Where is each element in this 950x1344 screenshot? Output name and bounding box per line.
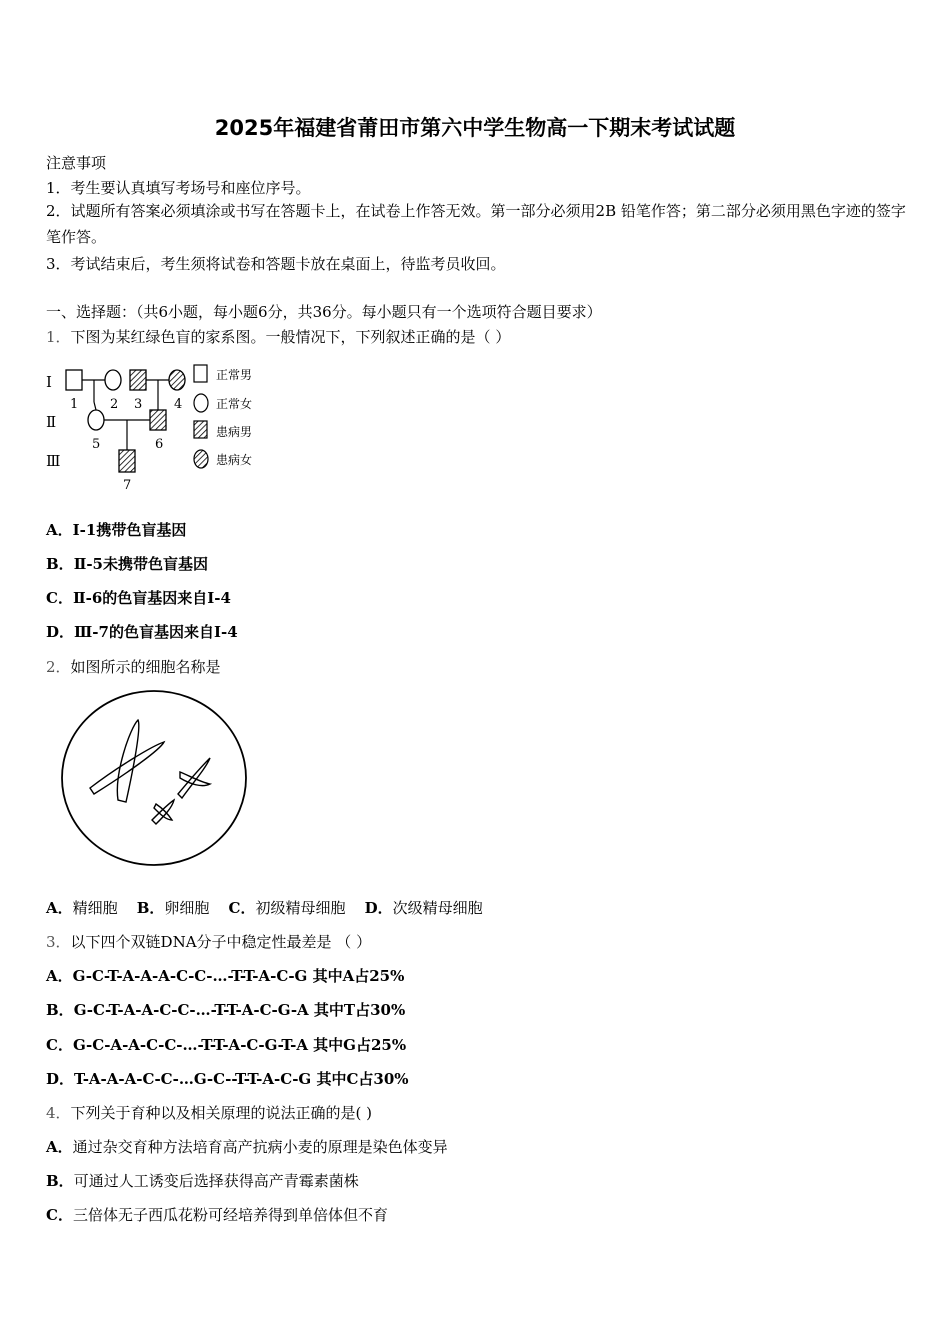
option-d: D．Ⅲ-7的色盲基因来自Ⅰ-4: [46, 623, 238, 641]
individual-id: 6: [155, 437, 164, 452]
legend-label: 正常男: [216, 368, 253, 382]
individual-normal-female: [88, 410, 104, 430]
question-number: 3．: [46, 933, 71, 951]
option-b: B．可通过人工诱变后选择获得高产青霉素菌株: [46, 1172, 359, 1190]
question-number: 4．: [46, 1104, 71, 1122]
legend-symbol: [194, 421, 207, 438]
generation-label: Ⅰ: [46, 373, 52, 391]
individual-id: 4: [174, 397, 183, 412]
legend-symbol: [194, 365, 207, 382]
cell-membrane: [62, 691, 246, 865]
individual-id: 7: [123, 478, 132, 493]
chromosomes: [90, 720, 210, 824]
q2-options: A．精细胞 B．卵细胞 C．初级精母细胞 D．次级精母细胞: [46, 899, 483, 917]
cell-diagram: [56, 688, 256, 870]
legend-label: 正常女: [216, 397, 253, 411]
option-d: D．T-A-A-A-C-C-…G-C--T-T-A-C-G 其中C占30%: [46, 1070, 409, 1088]
pedigree-legend: [194, 365, 252, 468]
notice-item: 3．考试结束后，考生须将试卷和答题卡放在桌面上，待监考员收回。: [46, 255, 506, 273]
question-2: [46, 656, 221, 677]
question-number: 2．: [46, 658, 71, 676]
individual-affected-male: [119, 450, 135, 472]
question-4: [46, 1102, 372, 1123]
option-c: C．三倍体无子西瓜花粉可经培养得到单倍体但不育: [46, 1206, 388, 1224]
individual-id: 5: [92, 437, 101, 452]
option-a: A．Ⅰ-1携带色盲基因: [46, 521, 187, 539]
option-b: B．G-C-T-A-A-C-C-…-T-T-A-C-G-A 其中T占30%: [46, 1001, 406, 1019]
question-3: [46, 931, 371, 952]
legend-label: 患病男: [216, 425, 253, 439]
page-title: 2025年福建省莆田市第六中学生物高一下期末考试试题: [214, 116, 736, 140]
generation-label: Ⅲ: [46, 452, 61, 470]
individual-affected-male: [130, 370, 146, 390]
legend-symbol: [194, 450, 208, 468]
question-text: 下列关于育种以及相关原理的说法正确的是( ): [70, 1104, 373, 1122]
option-c: C．G-C-A-A-C-C-…-T-T-A-C-G-T-A 其中G占25%: [46, 1036, 407, 1054]
option-a: A．G-C-T-A-A-A-C-C-…-T-T-A-C-G 其中A占25%: [46, 967, 405, 985]
individual-affected-female: [169, 370, 185, 390]
individual-normal-male: [66, 370, 82, 390]
individual-normal-female: [105, 370, 121, 390]
question-1: [46, 326, 510, 347]
chromosome: [90, 742, 164, 794]
question-text: 下图为某红绿色盲的家系图。一般情况下，下列叙述正确的是（ ）: [70, 328, 511, 346]
legend-label: 患病女: [216, 453, 253, 467]
option-c: C．Ⅱ-6的色盲基因来自Ⅰ-4: [46, 589, 231, 607]
section-heading: 一、选择题：（共6小题，每小题6分，共36分。每小题只有一个选项符合题目要求）: [46, 303, 602, 321]
generation-label: Ⅱ: [46, 413, 57, 431]
legend-symbol: [194, 394, 208, 412]
option-a: A．通过杂交育种方法培育高产抗病小麦的原理是染色体变异: [46, 1138, 448, 1156]
notice-heading: 注意事项: [46, 154, 107, 172]
option-b: B．Ⅱ-5未携带色盲基因: [46, 555, 208, 573]
individual-id: 3: [134, 397, 143, 412]
individual-affected-male: [150, 410, 166, 430]
notice-item: 2．试题所有答案必须填涂或书写在答题卡上，在试卷上作答无效。第一部分必须用2B 铅笔作答；第二部分必须用黑色字迹的签字笔作答。: [46, 202, 906, 246]
individual-id: 1: [70, 397, 79, 412]
question-text: 以下四个双链DNA分子中稳定性最差是 （ ）: [70, 933, 372, 951]
notice-item: 1．考生要认真填写考场号和座位序号。: [46, 179, 311, 197]
individual-id: 2: [110, 397, 119, 412]
question-number: 1．: [46, 328, 71, 346]
pedigree-chart: [40, 358, 280, 498]
question-text: 如图所示的细胞名称是: [70, 658, 221, 676]
